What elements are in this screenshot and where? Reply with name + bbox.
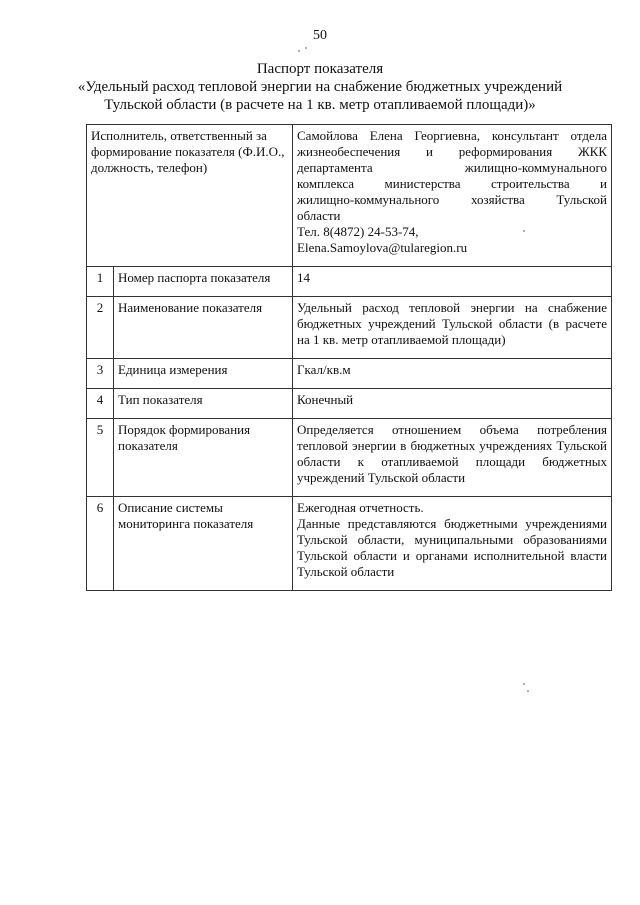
row-value: 14 [293, 267, 612, 297]
executor-phone: Тел. 8(4872) 24-53-74, [297, 224, 419, 239]
executor-email: Elena.Samoylova@tularegion.ru [297, 240, 468, 255]
table-row [87, 267, 612, 297]
row-label: Порядок формирования показателя [114, 419, 293, 497]
executor-line: жилищно-коммунального хозяйства Тульской [297, 192, 608, 207]
title-line: Тульской области (в расчете на 1 кв. метр отапливаемой площади)» [104, 97, 536, 113]
scan-speck [305, 47, 307, 49]
page-number: 50 [313, 28, 327, 43]
row-number: 2 [87, 297, 114, 359]
row-label: Тип показателя [114, 389, 293, 419]
scan-speck [523, 683, 525, 685]
table-row [87, 125, 612, 267]
row-value: Определяется отношением объема потребления тепловой энергии в бюджетных учреждениях Тульской области к отапливаемой площади бюджетных учреждений Тульской области [293, 419, 612, 497]
row-label: Наименование показателя [114, 297, 293, 359]
scan-speck [298, 50, 300, 52]
passport-table [86, 124, 612, 591]
row-label: Номер паспорта показателя [114, 267, 293, 297]
row-value: Удельный расход тепловой энергии на снабжение бюджетных учреждений Тульской области (в расчете на 1 кв. метр отапливаемой площади) [293, 297, 612, 359]
executor-value [293, 125, 612, 267]
row-label: Единица измерения [114, 359, 293, 389]
row-value-line: Данные представляются бюджетными учреждениями Тульской области, муниципальными образованиями Тульской области и органами исполнительной власти Тульской области [297, 516, 608, 579]
row-number: 5 [87, 419, 114, 497]
executor-line: Самойлова Елена Георгиевна, консультант отдела [297, 128, 608, 143]
executor-line: комплекса министерства строительства и [297, 176, 608, 191]
scan-speck [527, 690, 529, 692]
row-value-line: Ежегодная отчетность. [297, 500, 424, 515]
row-number: 3 [87, 359, 114, 389]
row-value: Гкал/кв.м [293, 359, 612, 389]
row-number: 1 [87, 267, 114, 297]
row-value: Конечный [293, 389, 612, 419]
table-row [87, 359, 612, 389]
document-title [0, 60, 640, 114]
row-number: 4 [87, 389, 114, 419]
table-row [87, 497, 612, 591]
executor-line: жизнеобеспечения и реформирования ЖКК [297, 144, 608, 159]
table-row [87, 297, 612, 359]
title-line: «Удельный расход тепловой энергии на снабжение бюджетных учреждений [77, 79, 563, 95]
row-label: Описание системы мониторинга показателя [114, 497, 293, 591]
executor-label: Исполнитель, ответственный за формирование показателя (Ф.И.О., должность, телефон) [87, 125, 293, 267]
table-row [87, 389, 612, 419]
title-line: Паспорт показателя [256, 61, 384, 77]
executor-line: области [297, 208, 341, 223]
row-value [293, 497, 612, 591]
table-row [87, 419, 612, 497]
row-number: 6 [87, 497, 114, 591]
executor-line: департамента жилищно-коммунального [297, 160, 608, 175]
